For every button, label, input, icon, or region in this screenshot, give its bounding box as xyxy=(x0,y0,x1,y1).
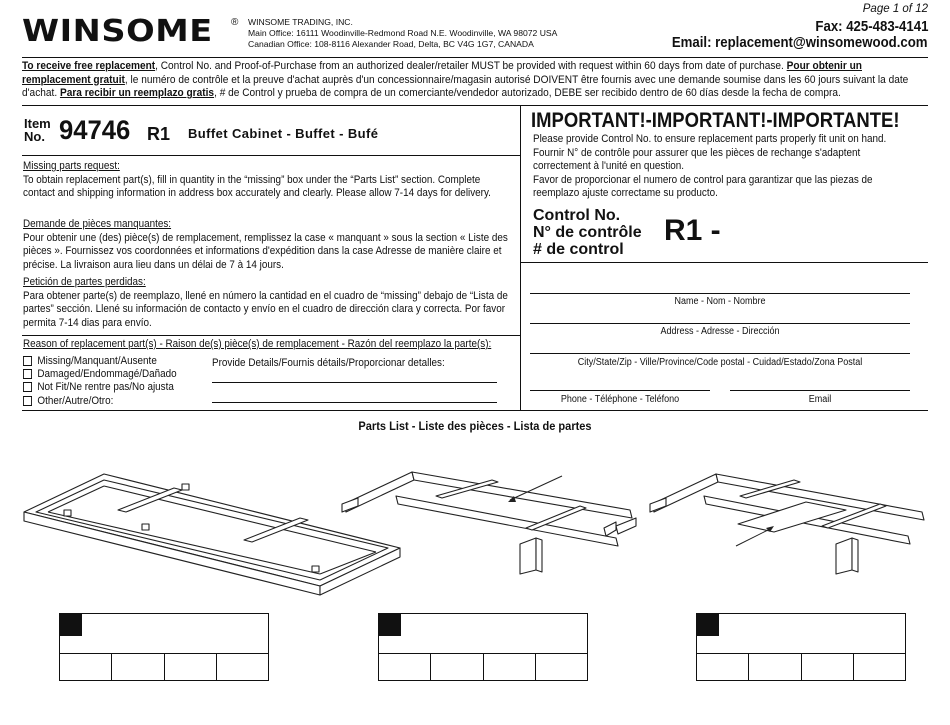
part-quantity-grid xyxy=(697,653,905,680)
winsome-logo: WINSOME xyxy=(22,14,213,49)
item-divider xyxy=(22,155,520,156)
item-label-line2: No. xyxy=(24,129,45,144)
notice-en-lead: To receive free replacement xyxy=(22,60,156,72)
part-grid-cell[interactable] xyxy=(484,654,536,680)
part-quantity-grid xyxy=(379,653,587,680)
part-illustration-3 xyxy=(646,466,936,576)
missing-fr-section xyxy=(23,218,514,272)
reason-option-not-fit[interactable] xyxy=(23,381,174,393)
details-line-2[interactable] xyxy=(212,402,497,403)
registered-mark: ® xyxy=(231,17,239,28)
main-office: Main Office: 16111 Woodinville-Redmond Road N.E. Woodinville, WA 98072 USA xyxy=(248,28,558,38)
item-label xyxy=(24,117,51,143)
reason-option-label: Damaged/Endommagé/Dañado xyxy=(37,368,177,380)
city-label: City/State/Zip - Ville/Province/Code postal - Cuidad/Estado/Zona Postal xyxy=(577,357,863,368)
canadian-office: Canadian Office: 108-8116 Alexander Road, Delta, BC V4G 1G7, CANADA xyxy=(248,39,534,49)
missing-es-section xyxy=(23,276,514,330)
part-grid-cell[interactable] xyxy=(379,654,431,680)
part-badge xyxy=(697,614,719,636)
reason-option-missing[interactable] xyxy=(23,355,157,367)
item-label-line1: Item xyxy=(24,116,51,131)
name-field[interactable] xyxy=(530,293,910,294)
other-checkbox[interactable] xyxy=(23,396,32,406)
missing-en-heading: Missing parts request: xyxy=(23,160,120,172)
details-label: Provide Details/Fournis détails/Proporcionar detalles: xyxy=(212,357,445,369)
reason-option-other[interactable] xyxy=(23,395,113,407)
control-number: R1 - xyxy=(664,214,721,247)
control-label-en: Control No. xyxy=(533,207,621,224)
part-grid-cell[interactable] xyxy=(536,654,587,680)
part-box-3 xyxy=(696,613,906,681)
contact-email[interactable]: Email: replacement@winsomewood.com xyxy=(672,34,928,51)
item-revision: R1 xyxy=(147,124,171,144)
reason-heading: Reason of replacement part(s) - Raison de(s) pièce(s) de remplacement - Razón del reemplazo la parte(s): xyxy=(23,338,492,350)
important-fr: Fournir N° de contrôle pour assurer que les pièces de rechange s'adaptent correctement à l'unité en question. xyxy=(533,146,861,172)
company-info xyxy=(248,17,557,50)
reason-option-label: Other/Autre/Otro: xyxy=(37,395,114,407)
details-line-1[interactable] xyxy=(212,382,497,383)
part-badge xyxy=(379,614,401,636)
missing-en-section xyxy=(23,160,514,201)
missing-fr-heading: Demande de pièces manquantes: xyxy=(23,218,172,230)
fax-number: Fax: 425-483-4141 xyxy=(814,18,928,35)
notice-es-text: , # de Control y prueba de compra de un comerciante/vendedor autorizado, DEBE ser recibido dentro de 60 días desde la fecha de compra. xyxy=(214,87,841,99)
reason-divider xyxy=(22,335,520,336)
missing-checkbox[interactable] xyxy=(23,356,32,366)
reason-option-damaged[interactable] xyxy=(23,368,177,380)
damaged-checkbox[interactable] xyxy=(23,369,32,379)
parts-list-title: Parts List - Liste des pièces - Lista de partes xyxy=(358,419,592,433)
address-field[interactable] xyxy=(530,323,910,324)
control-label xyxy=(533,207,642,258)
part-box-1 xyxy=(59,613,269,681)
notice-fr-lead: Pour obtenir un remplacement gratuit xyxy=(22,60,862,86)
part-badge xyxy=(60,614,82,636)
part-grid-cell[interactable] xyxy=(60,654,112,680)
part-illustration-2 xyxy=(340,466,640,576)
part-quantity-grid xyxy=(60,653,268,680)
control-divider xyxy=(520,262,928,263)
part-grid-cell[interactable] xyxy=(749,654,801,680)
not-fit-checkbox[interactable] xyxy=(23,382,32,392)
missing-es-text: Para obtener parte(s) de reemplazo, llené en número la cantidad en el cuadro de “missing” debajo de “Lista de partes” sección. Llené su información de contacto y envío en el cuadro de dirección clara y correcta. Por favor permita 7-14 dias para envío. xyxy=(23,289,508,329)
part-box-2 xyxy=(378,613,588,681)
important-title: IMPORTANT!-IMPORTANT!-IMPORTANTE! xyxy=(531,109,900,132)
part-grid-cell[interactable] xyxy=(217,654,268,680)
missing-es-heading: Petición de partes perdidas: xyxy=(23,276,146,288)
replacement-notice xyxy=(22,60,933,101)
control-label-es: # de control xyxy=(533,241,624,258)
company-name: WINSOME TRADING, INC. xyxy=(248,17,353,27)
header-divider xyxy=(22,57,928,58)
missing-fr-text: Pour obtenir une (des) pièce(s) de remplacement, remplissez la case « manquant » sous la section « Liste des pièces ». Fournissez vos coordonnées et informations d'expédition dans la case Adresse de manière claire et précise. La livraison aura lieu dans un délai de 7 à 14 jours. xyxy=(23,231,508,271)
form-bottom-divider xyxy=(22,410,928,411)
notice-fr-text: , le numéro de contrôle et la preuve d'achat auprès d'un concessionnaire/magasin autorisé DOIVENT être fournis avec une demande soumise dans les 60 jours suivant la date d'achat. xyxy=(22,73,909,99)
important-es: Favor de proporcionar el numero de control para garantizar que las piezas de reemplazo ajuste correctame su producto. xyxy=(533,173,873,199)
phone-field[interactable] xyxy=(530,390,710,391)
item-number: 94746 xyxy=(59,115,131,145)
city-field[interactable] xyxy=(530,353,910,354)
notice-divider xyxy=(22,105,928,106)
phone-label: Phone - Téléphone - Teléfono xyxy=(560,394,680,405)
item-name: Buffet Cabinet - Buffet - Bufé xyxy=(188,126,379,141)
part-grid-cell[interactable] xyxy=(431,654,483,680)
part-grid-cell[interactable] xyxy=(854,654,905,680)
missing-en-text: To obtain replacement part(s), fill in quantity in the “missing” box under the “Parts List” section. Complete contact and shipping information in address box accurately and clearly. Please allow 7-14 days for delivery. xyxy=(23,173,491,199)
important-body xyxy=(533,133,920,201)
notice-es-lead: Para recibir un reemplazo gratis xyxy=(59,87,215,99)
address-label: Address - Adresse - Dirección xyxy=(660,326,780,337)
part-grid-cell[interactable] xyxy=(112,654,164,680)
name-label: Name - Nom - Nombre xyxy=(674,296,766,307)
important-en: Please provide Control No. to ensure replacement parts properly fit unit on hand. xyxy=(533,133,887,145)
email-field[interactable] xyxy=(730,390,910,391)
part-grid-cell[interactable] xyxy=(165,654,217,680)
part-grid-cell[interactable] xyxy=(697,654,749,680)
column-divider xyxy=(520,105,521,410)
notice-en-text: , Control No. and Proof-of-Purchase from an authorized dealer/retailer MUST be provided with request within 60 days from date of purchase. xyxy=(155,60,784,72)
page-number: Page 1 of 12 xyxy=(862,3,928,15)
reason-option-label: Not Fit/Ne rentre pas/No ajusta xyxy=(37,381,174,393)
email-label: Email xyxy=(808,394,832,405)
part-grid-cell[interactable] xyxy=(802,654,854,680)
reason-option-label: Missing/Manquant/Ausente xyxy=(37,355,157,367)
control-label-fr: N° de contrôle xyxy=(533,224,642,241)
